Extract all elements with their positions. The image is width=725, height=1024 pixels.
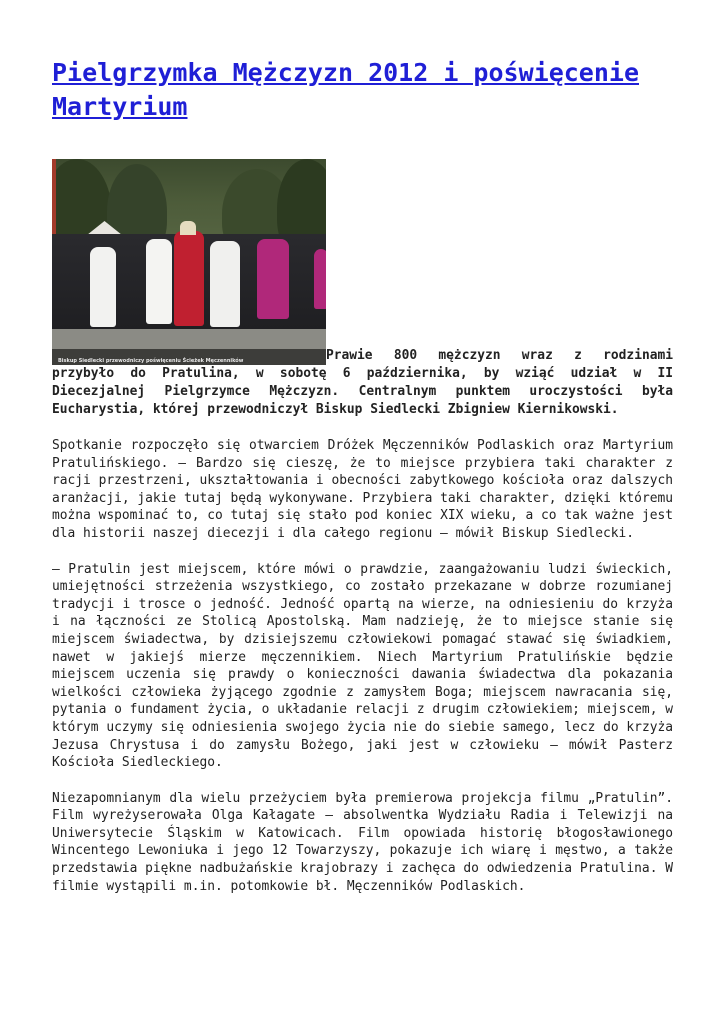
- photo-altar-server: [146, 239, 172, 324]
- photo-altar-server: [90, 247, 116, 327]
- article: [52, 0, 673, 895]
- article-paragraph: Spotkanie rozpoczęło się otwarciem Dróżek Męczenników Podlaskich oraz Martyrium Pratulińskiego. – Bardzo się cieszę, że to miejsce przybiera taki charakter z racji przestrzeni, ukształtowania i obecności zabytkowego kościoła oraz dalszych aranżacji, jakie tutaj będą wykonywane. Przybiera taki charakter, dzięki któremu można wspominać to, co tutaj się stało pod koniec XIX wieku, a co tak ważne jest dla historii naszej diecezji i dla całego regionu – mówił Biskup Siedlecki.: [52, 438, 673, 541]
- photo-altar-server: [210, 241, 240, 327]
- lead-text: Prawie 800 mężczyzn wraz z rodzinami przybyło do Pratulina, w sobotę 6 października, by wziąć udział w II Diecezjalnej Pielgrzymce Mężczyzn. Centralnym punktem uroczystości była Eucharystia, której przewodniczył Biskup Siedlecki Zbigniew Kiernikowski.: [52, 348, 673, 417]
- photo-priest-violet: [314, 249, 326, 309]
- article-title-link[interactable]: Pielgrzymka Mężczyzn 2012 i poświęcenie Martyrium: [52, 58, 639, 121]
- article-title: [52, 56, 673, 124]
- article-photo: [52, 159, 326, 365]
- photo-mitre: [180, 221, 196, 235]
- lead-section: [52, 159, 673, 419]
- photo-bishop: [174, 231, 204, 326]
- article-paragraph: – Pratulin jest miejscem, które mówi o prawdzie, zaangażowaniu ludzi świeckich, umiejętności strzeżenia wszystkiego, co zostało przekazane w dobrze rozumianej tradycji i trosce o jedność. Jedność opartą na wierze, na odniesieniu do krzyża i na łączności ze Stolicą Apostolską. Mam nadzieję, że to miejsce stanie się miejscem świadectwa, by dzisiejszemu człowiekowi pomagać stawać się świadkiem, nawet w jakiejś mierze męczennikiem. Niech Martyrium Pratulińskie będzie miejscem uczenia się prawdy o konieczności dawania świadectwa dla pokazania wielkości człowieka żyjącego zgodnie z zamysłem Boga; miejscem nawracania się, pytania o fundament życia, o układanie relacji z drugim człowiekiem; miejscem, w którym uczymy się odniesienia swojego życia nie do siebie samego, lecz do krzyża Jezusa Chrystusa i do zamysłu Bożego, jaki jest w człowieku – mówił Pasterz Kościoła Siedleckiego.: [52, 561, 673, 771]
- article-paragraph: Niezapomnianym dla wielu przeżyciem była premierowa projekcja filmu „Pratulin”. Film wyreżyserowała Olga Kałagate – absolwentka Wydziału Radia i Telewizji na Uniwersytecie Śląskim w Katowicach. Film opowiada historię błogosławionego Wincentego Lewoniuka i jego 12 Towarzyszy, pokazuje ich wiarę i męstwo, a także przedstawia piękne nadbużańskie krajobrazy i zachęca do odwiedzenia Pratulina. W filmie wystąpili m.in. potomkowie bł. Męczenników Podlaskich.: [52, 790, 673, 894]
- photo-priest-violet: [257, 239, 289, 319]
- photo-caption: Biskup Siedlecki przewodniczy poświęceniu Ścieżek Męczenników: [58, 358, 244, 364]
